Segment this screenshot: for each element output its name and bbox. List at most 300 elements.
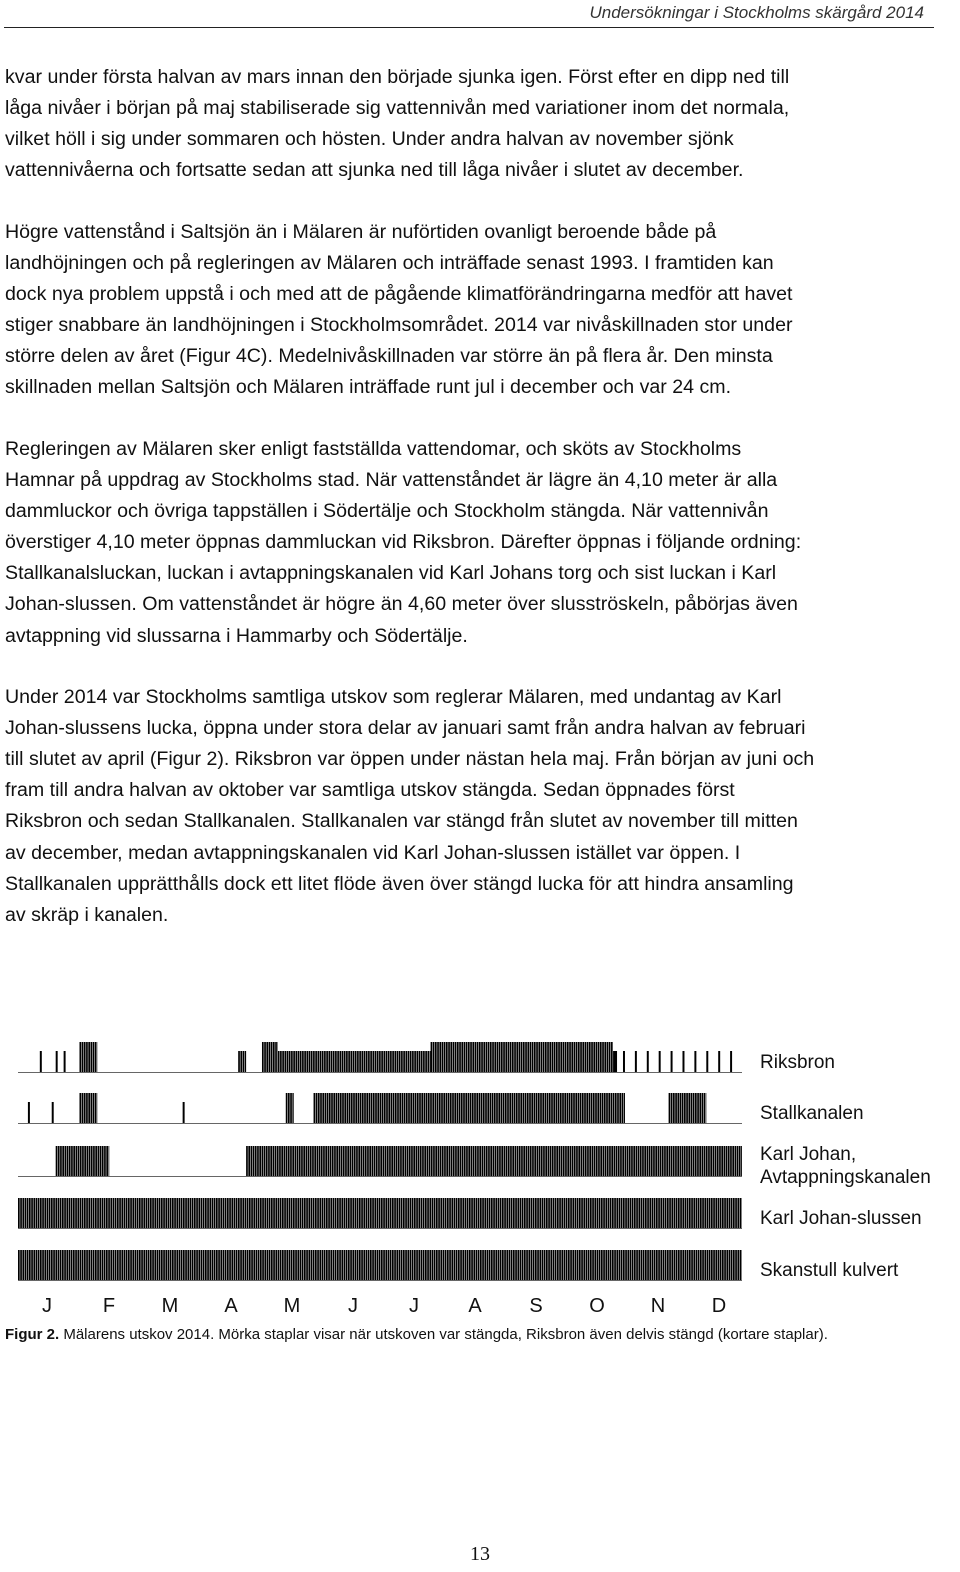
closed-day-mark	[106, 1198, 108, 1228]
partial-day-mark	[240, 1051, 242, 1072]
closed-day-mark	[407, 1198, 409, 1228]
legend-label-stallkanalen	[760, 1103, 864, 1124]
closed-day-mark	[359, 1250, 361, 1280]
closed-day-mark	[596, 1146, 598, 1176]
closed-day-mark	[636, 1250, 638, 1280]
closed-day-mark	[73, 1198, 75, 1228]
partial-day-mark	[416, 1051, 418, 1072]
partial-day-mark	[425, 1051, 427, 1072]
closed-day-mark	[372, 1146, 374, 1176]
closed-day-mark	[391, 1146, 393, 1176]
closed-day-mark	[359, 1198, 361, 1228]
closed-day-mark	[423, 1198, 425, 1228]
closed-day-mark	[150, 1198, 152, 1228]
closed-day-mark	[84, 1198, 86, 1228]
closed-day-mark	[654, 1198, 656, 1228]
closed-day-mark	[487, 1250, 489, 1280]
partial-day-mark	[390, 1051, 392, 1072]
closed-day-mark	[468, 1146, 470, 1176]
partial-day-mark	[313, 1051, 315, 1072]
closed-day-mark	[387, 1146, 389, 1176]
closed-day-mark	[183, 1250, 185, 1280]
closed-day-mark	[69, 1198, 71, 1228]
closed-day-mark	[649, 1250, 651, 1280]
closed-day-mark	[597, 1093, 599, 1123]
closed-day-mark	[317, 1198, 319, 1228]
closed-day-mark	[574, 1146, 576, 1176]
closed-day-mark	[506, 1250, 508, 1280]
closed-day-mark	[593, 1042, 595, 1072]
closed-day-mark	[99, 1198, 101, 1228]
closed-day-mark	[669, 1093, 671, 1123]
closed-day-mark	[542, 1093, 544, 1123]
closed-day-mark	[517, 1146, 519, 1176]
closed-day-mark	[126, 1198, 128, 1228]
closed-day-mark	[654, 1250, 656, 1280]
closed-day-mark	[460, 1146, 462, 1176]
partial-day-mark	[243, 1051, 245, 1072]
closed-day-mark	[31, 1250, 33, 1280]
closed-day-mark	[641, 1198, 643, 1228]
closed-day-mark	[520, 1250, 522, 1280]
closed-day-mark	[310, 1146, 312, 1176]
closed-day-mark	[368, 1250, 370, 1280]
closed-day-mark	[476, 1093, 478, 1123]
closed-day-mark	[504, 1250, 506, 1280]
closed-day-mark	[444, 1146, 446, 1176]
closed-day-mark	[523, 1042, 525, 1072]
closed-day-mark	[220, 1250, 222, 1280]
closed-day-mark	[27, 1250, 29, 1280]
closed-day-mark	[139, 1198, 141, 1228]
closed-day-mark	[330, 1250, 332, 1280]
closed-day-mark	[611, 1146, 613, 1176]
closed-day-mark	[504, 1198, 506, 1228]
closed-day-mark	[108, 1146, 109, 1176]
closed-day-mark	[316, 1093, 318, 1123]
closed-day-mark	[569, 1042, 571, 1072]
paragraph-line: Riksbron och sedan Stallkanalen. Stallkanalen var stängd från slutet av november till mitten	[5, 810, 798, 833]
closed-day-mark	[67, 1146, 69, 1176]
closed-day-mark	[443, 1093, 445, 1123]
closed-day-mark	[545, 1093, 547, 1123]
closed-day-mark	[669, 1146, 671, 1176]
closed-day-mark	[100, 1146, 102, 1176]
closed-day-mark	[212, 1250, 214, 1280]
closed-day-mark	[174, 1250, 176, 1280]
closed-day-mark	[666, 1146, 668, 1176]
closed-day-mark	[385, 1198, 387, 1228]
closed-day-mark	[273, 1042, 275, 1072]
partial-day-mark	[364, 1051, 366, 1072]
closed-day-mark	[409, 1146, 411, 1176]
closed-day-mark	[350, 1198, 352, 1228]
closed-day-mark	[349, 1093, 351, 1123]
closed-day-mark	[408, 1093, 410, 1123]
partial-day-mark	[344, 1051, 346, 1072]
closed-day-mark	[433, 1042, 435, 1072]
closed-day-mark	[675, 1146, 677, 1176]
closed-day-mark	[614, 1146, 616, 1176]
closed-day-mark	[697, 1093, 699, 1123]
closed-bar-stallkanalen	[669, 1093, 707, 1123]
closed-day-mark	[685, 1198, 687, 1228]
closed-day-mark	[77, 1198, 79, 1228]
closed-day-mark	[82, 1250, 84, 1280]
closed-day-mark	[487, 1198, 489, 1228]
partial-day-mark	[421, 1051, 423, 1072]
closed-day-mark	[614, 1250, 616, 1280]
closed-bar-stallkanalen	[79, 1093, 97, 1123]
month-label: M	[283, 1295, 301, 1317]
closed-day-mark	[509, 1198, 511, 1228]
closed-day-mark	[390, 1198, 392, 1228]
closed-day-mark	[693, 1250, 695, 1280]
legend-label-skanstull-kulvert	[760, 1260, 899, 1281]
closed-day-mark	[446, 1093, 448, 1123]
closed-day-mark	[251, 1250, 253, 1280]
closed-day-mark	[108, 1198, 110, 1228]
closed-day-mark	[383, 1146, 385, 1176]
partial-day-mark	[388, 1051, 390, 1072]
closed-day-mark	[413, 1093, 415, 1123]
closed-day-mark	[424, 1146, 426, 1176]
closed-day-mark	[526, 1198, 528, 1228]
closed-day-mark	[93, 1093, 95, 1123]
closed-day-mark	[548, 1146, 550, 1176]
closed-day-mark	[677, 1093, 679, 1123]
closed-day-mark	[146, 1198, 148, 1228]
closed-day-mark	[549, 1093, 551, 1123]
closed-day-mark	[22, 1198, 24, 1228]
closed-day-mark	[55, 1250, 57, 1280]
partial-bar-riksbron	[40, 1051, 42, 1072]
month-label: N	[650, 1295, 666, 1317]
closed-day-mark	[616, 1198, 618, 1228]
closed-day-mark	[682, 1146, 684, 1176]
closed-day-mark	[632, 1198, 634, 1228]
closed-day-mark	[449, 1198, 451, 1228]
closed-day-mark	[319, 1198, 321, 1228]
closed-day-mark	[448, 1093, 450, 1123]
closed-day-mark	[472, 1093, 474, 1123]
closed-day-mark	[306, 1250, 308, 1280]
paragraph-line: kvar under första halvan av mars innan den började sjunka igen. Först efter en dipp ned till	[5, 66, 790, 88]
closed-day-mark	[238, 1250, 240, 1280]
closed-day-mark	[117, 1250, 119, 1280]
closed-day-mark	[477, 1146, 479, 1176]
closed-day-mark	[564, 1250, 566, 1280]
closed-day-mark	[691, 1198, 693, 1228]
closed-day-mark	[190, 1250, 192, 1280]
partial-day-mark	[368, 1051, 370, 1072]
closed-day-mark	[260, 1250, 262, 1280]
closed-day-mark	[42, 1250, 44, 1280]
closed-day-mark	[258, 1198, 260, 1228]
closed-day-mark	[429, 1146, 431, 1176]
closed-day-mark	[729, 1250, 731, 1280]
closed-bar-riksbron	[262, 1042, 278, 1072]
closed-day-mark	[522, 1250, 524, 1280]
closed-day-mark	[124, 1198, 126, 1228]
closed-day-mark	[571, 1093, 573, 1123]
closed-day-mark	[622, 1146, 624, 1176]
closed-day-mark	[325, 1093, 327, 1123]
month-label: S	[529, 1295, 543, 1317]
closed-day-mark	[209, 1198, 211, 1228]
closed-day-mark	[300, 1198, 302, 1228]
closed-day-mark	[433, 1146, 435, 1176]
closed-day-mark	[553, 1250, 555, 1280]
closed-day-mark	[234, 1198, 236, 1228]
closed-day-mark	[203, 1250, 205, 1280]
closed-day-mark	[286, 1198, 288, 1228]
closed-day-mark	[686, 1093, 688, 1123]
closed-day-mark	[518, 1093, 520, 1123]
closed-day-mark	[704, 1093, 706, 1123]
month-label: M	[161, 1295, 179, 1317]
closed-day-mark	[710, 1146, 712, 1176]
closed-day-mark	[82, 1198, 84, 1228]
closed-day-mark	[91, 1250, 93, 1280]
closed-bar-stallkanalen	[314, 1093, 625, 1123]
closed-day-mark	[552, 1042, 554, 1072]
closed-day-mark	[36, 1250, 38, 1280]
partial-day-mark	[381, 1051, 383, 1072]
paragraph-line: låga nivåer i början på maj stabiliserade sig vattennivån med variationer inom det normala,	[5, 97, 790, 120]
closed-day-mark	[429, 1198, 431, 1228]
closed-day-mark	[44, 1250, 46, 1280]
closed-day-mark	[622, 1093, 624, 1123]
closed-day-mark	[262, 1198, 264, 1228]
closed-day-mark	[676, 1250, 678, 1280]
closed-day-mark	[484, 1250, 486, 1280]
closed-day-mark	[618, 1146, 620, 1176]
closed-day-mark	[435, 1093, 437, 1123]
closed-day-mark	[427, 1198, 429, 1228]
closed-day-mark	[308, 1198, 310, 1228]
closed-day-mark	[266, 1146, 268, 1176]
closed-day-mark	[135, 1250, 137, 1280]
closed-day-mark	[550, 1146, 552, 1176]
closed-day-mark	[86, 1198, 88, 1228]
closed-day-mark	[80, 1146, 82, 1176]
closed-day-mark	[512, 1093, 514, 1123]
closed-day-mark	[517, 1250, 519, 1280]
closed-day-mark	[225, 1250, 227, 1280]
closed-day-mark	[242, 1250, 244, 1280]
closed-day-mark	[449, 1146, 451, 1176]
closed-day-mark	[589, 1146, 591, 1176]
closed-day-mark	[740, 1250, 742, 1280]
closed-day-mark	[95, 1198, 97, 1228]
closed-day-mark	[90, 1042, 92, 1072]
closed-day-mark	[410, 1198, 412, 1228]
closed-day-mark	[363, 1250, 365, 1280]
closed-day-mark	[498, 1198, 500, 1228]
closed-day-mark	[663, 1198, 665, 1228]
partial-bar-riksbron	[671, 1051, 673, 1072]
closed-day-mark	[446, 1042, 448, 1072]
closed-bar-karl-johan-avtappningskanalen	[56, 1146, 110, 1176]
closed-day-mark	[44, 1198, 46, 1228]
closed-day-mark	[314, 1093, 316, 1123]
closed-day-mark	[245, 1198, 247, 1228]
closed-day-mark	[319, 1146, 321, 1176]
closed-day-mark	[332, 1146, 334, 1176]
closed-day-mark	[601, 1198, 603, 1228]
closed-day-mark	[209, 1250, 211, 1280]
partial-day-mark	[287, 1051, 289, 1072]
closed-day-mark	[583, 1198, 585, 1228]
closed-day-mark	[18, 1250, 20, 1280]
closed-day-mark	[539, 1146, 541, 1176]
closed-day-mark	[422, 1146, 424, 1176]
closed-day-mark	[673, 1093, 675, 1123]
partial-bar-riksbron	[623, 1051, 625, 1072]
closed-day-mark	[546, 1198, 548, 1228]
closed-day-mark	[196, 1250, 198, 1280]
utskov-timeline-chart	[0, 1010, 960, 1320]
closed-day-mark	[75, 1146, 77, 1176]
closed-day-mark	[335, 1250, 337, 1280]
closed-day-mark	[264, 1250, 266, 1280]
closed-day-mark	[580, 1093, 582, 1123]
legend-label-line: Skanstull kulvert	[760, 1260, 899, 1281]
closed-day-mark	[361, 1250, 363, 1280]
closed-day-mark	[545, 1042, 547, 1072]
closed-day-mark	[369, 1146, 371, 1176]
closed-day-mark	[297, 1250, 299, 1280]
closed-day-mark	[561, 1146, 563, 1176]
closed-day-mark	[187, 1250, 189, 1280]
partial-day-mark	[302, 1051, 304, 1072]
closed-day-mark	[106, 1250, 108, 1280]
closed-day-mark	[146, 1250, 148, 1280]
partial-day-mark	[386, 1051, 388, 1072]
closed-day-mark	[585, 1042, 587, 1072]
closed-day-mark	[214, 1198, 216, 1228]
closed-day-mark	[576, 1146, 578, 1176]
closed-day-mark	[379, 1198, 381, 1228]
closed-day-mark	[562, 1093, 564, 1123]
closed-day-mark	[280, 1198, 282, 1228]
closed-day-mark	[152, 1250, 154, 1280]
closed-day-mark	[502, 1250, 504, 1280]
closed-day-mark	[148, 1198, 150, 1228]
closed-day-mark	[295, 1250, 297, 1280]
closed-day-mark	[530, 1146, 532, 1176]
paragraph-line: av december, medan avtappningskanalen vid Karl Johan-slussen istället var öppen. I	[5, 841, 741, 864]
partial-day-mark	[350, 1051, 352, 1072]
closed-day-mark	[413, 1146, 415, 1176]
closed-day-mark	[695, 1093, 697, 1123]
partial-day-mark	[284, 1051, 286, 1072]
closed-day-mark	[245, 1250, 247, 1280]
closed-day-mark	[268, 1146, 270, 1176]
closed-day-mark	[506, 1146, 508, 1176]
closed-day-mark	[733, 1250, 735, 1280]
closed-day-mark	[427, 1146, 429, 1176]
closed-day-mark	[152, 1198, 154, 1228]
partial-day-mark	[331, 1051, 333, 1072]
partial-day-mark	[405, 1051, 407, 1072]
closed-day-mark	[275, 1250, 277, 1280]
body-text	[5, 62, 957, 961]
closed-day-mark	[481, 1093, 483, 1123]
closed-day-mark	[561, 1250, 563, 1280]
closed-day-mark	[501, 1093, 503, 1123]
closed-day-mark	[218, 1250, 220, 1280]
closed-day-mark	[596, 1042, 598, 1072]
closed-day-mark	[407, 1250, 409, 1280]
closed-day-mark	[581, 1146, 583, 1176]
closed-day-mark	[399, 1250, 401, 1280]
closed-day-mark	[84, 1250, 86, 1280]
closed-day-mark	[25, 1198, 27, 1228]
partial-bar-riksbron	[278, 1051, 431, 1072]
partial-day-mark	[306, 1051, 308, 1072]
closed-day-mark	[354, 1146, 356, 1176]
closed-day-mark	[479, 1146, 481, 1176]
closed-day-mark	[255, 1146, 257, 1176]
closed-day-mark	[536, 1042, 538, 1072]
closed-day-mark	[342, 1093, 344, 1123]
closed-day-mark	[356, 1146, 358, 1176]
closed-day-mark	[658, 1250, 660, 1280]
closed-day-mark	[97, 1146, 99, 1176]
closed-day-mark	[423, 1250, 425, 1280]
closed-day-mark	[516, 1042, 518, 1072]
closed-day-mark	[286, 1250, 288, 1280]
closed-day-mark	[172, 1250, 174, 1280]
closed-day-mark	[589, 1093, 591, 1123]
closed-day-mark	[412, 1198, 414, 1228]
closed-day-mark	[121, 1198, 123, 1228]
legend-label-line: Karl Johan,	[760, 1144, 857, 1165]
closed-day-mark	[315, 1250, 317, 1280]
closed-day-mark	[278, 1250, 280, 1280]
closed-day-mark	[436, 1198, 438, 1228]
closed-day-mark	[665, 1198, 667, 1228]
closed-day-mark	[457, 1042, 459, 1072]
paragraph-line: vattennivåerna och fortsatte sedan att sjunka ned till låga nivåer i slutet av december.	[5, 159, 744, 182]
closed-day-mark	[609, 1042, 611, 1072]
closed-bar-karl-johan-slussen	[18, 1198, 742, 1228]
closed-day-mark	[253, 1250, 255, 1280]
closed-day-mark	[594, 1146, 596, 1176]
closed-day-mark	[521, 1146, 523, 1176]
closed-day-mark	[587, 1042, 589, 1072]
closed-day-mark	[42, 1198, 44, 1228]
closed-day-mark	[445, 1198, 447, 1228]
closed-day-mark	[379, 1250, 381, 1280]
closed-day-mark	[384, 1093, 386, 1123]
closed-day-mark	[410, 1093, 412, 1123]
closed-day-mark	[110, 1198, 112, 1228]
closed-day-mark	[293, 1250, 295, 1280]
closed-day-mark	[333, 1198, 335, 1228]
closed-day-mark	[588, 1250, 590, 1280]
closed-day-mark	[603, 1250, 605, 1280]
closed-day-mark	[583, 1146, 585, 1176]
closed-day-mark	[436, 1250, 438, 1280]
closed-day-mark	[137, 1198, 139, 1228]
closed-day-mark	[485, 1093, 487, 1123]
closed-day-mark	[616, 1250, 618, 1280]
closed-day-mark	[638, 1250, 640, 1280]
closed-day-mark	[553, 1093, 555, 1123]
